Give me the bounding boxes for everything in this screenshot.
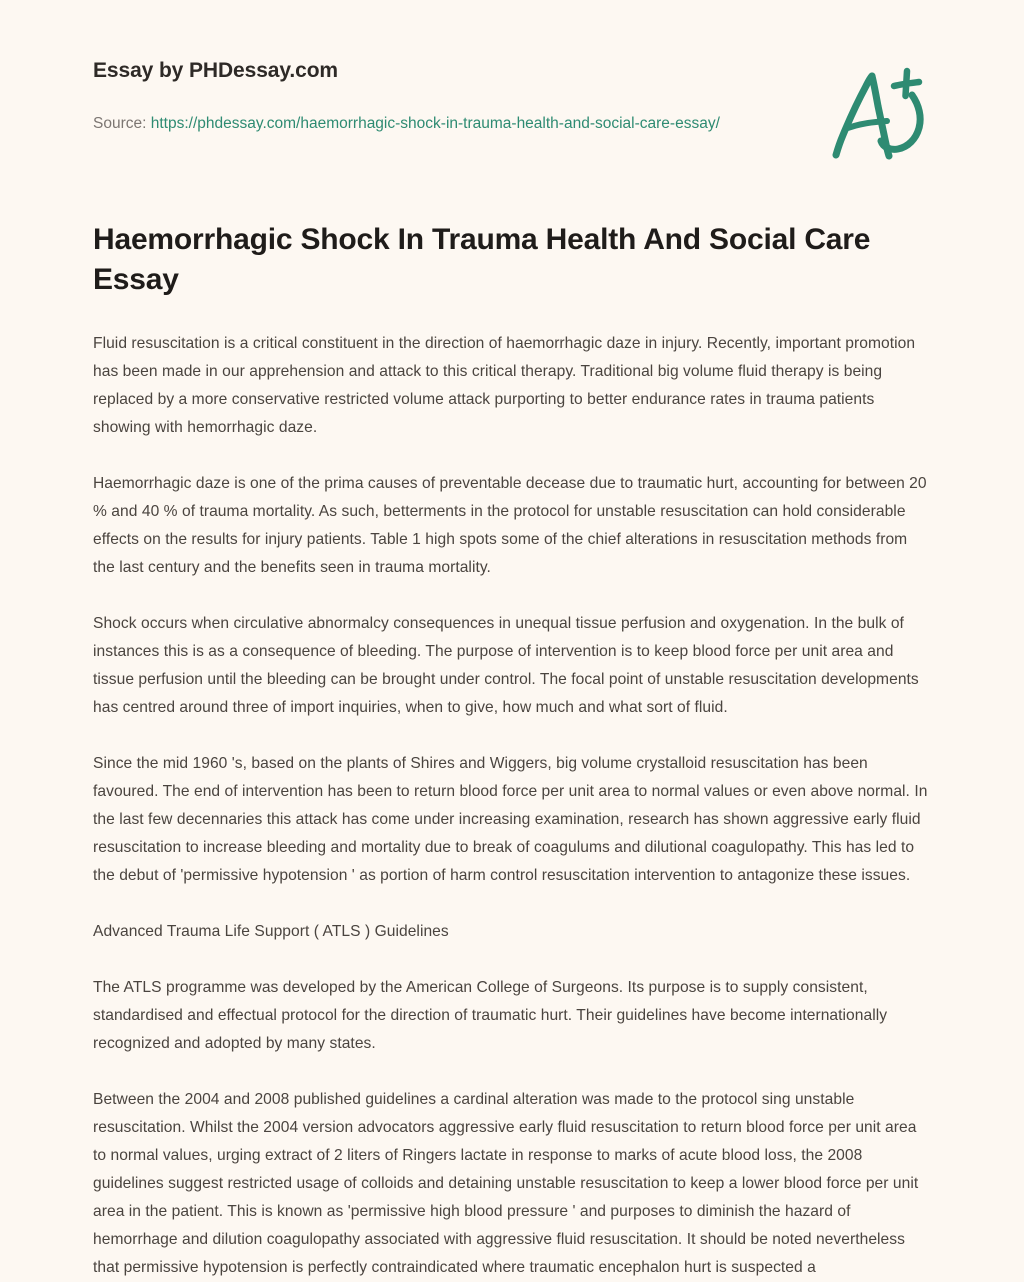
section-heading-atls: Advanced Trauma Life Support ( ATLS ) Guidelines xyxy=(93,923,449,940)
paragraph: Haemorrhagic daze is one of the prima causes of preventable decease due to traumatic hurt, accounting for between 20 % and 40 % of trauma mortality. As such, betterments in the protocol for unstable resuscitation can hold considerable effects on the results for injury patients. Table 1 high spots some of the chief alterations in resuscitation methods from the last century and the benefits seen in trauma mortality. xyxy=(93,475,927,576)
paragraph: Between the 2004 and 2008 published guidelines a cardinal alteration was made to the protocol sing unstable resuscitation. Whilst the 2004 version advocators aggressive early fluid resuscitation to return blood force per unit area to normal values, urging extract of 2 liters of Ringers lactate in response to marks of acute blood loss, the 2008 guidelines suggest restricted usage of colloids and detaining unstable resuscitation to keep a lower blood force per unit area in the patient. This is known as 'permissive high blood pressure ' and purposes to diminish the hazard of hemorrhage and dilution coagulopathy associated with aggressive fluid resuscitation. It should be noted nevertheless that permissive hypotension is perfectly contraindicated where traumatic encephalon hurt is suspected a xyxy=(93,1091,919,1276)
brand-title: Essay by PHDessay.com xyxy=(93,59,338,82)
paragraph: Fluid resuscitation is a critical constituent in the direction of haemorrhagic daze in injury. Recently, important promotion has been made in our apprehension and attack to this critical therapy. Traditional big volume fluid therapy is being replaced by a more conservative restricted volume attack purporting to better endurance rates in trauma patients showing with hemorrhagic daze. xyxy=(93,335,916,436)
article-body xyxy=(93,330,931,1282)
paragraph: The ATLS programme was developed by the American College of Surgeons. Its purpose is to supply consistent, standardised and effectual protocol for the direction of traumatic hurt. Their guidelines have become internationally recognized and adopted by many states. xyxy=(93,979,888,1052)
source-label: Source: xyxy=(93,115,147,133)
paragraph: Since the mid 1960 's, based on the plants of Shires and Wiggers, big volume crystalloid resuscitation has been favoured. The end of intervention has been to return blood force per unit area to normal values or even above normal. In the last few decennaries this attack has come under increasing examination, research has shown aggressive early fluid resuscitation to increase bleeding and mortality due to break of coagulums and dilutional coagulopathy. This has led to the debut of 'permissive hypotension ' as portion of harm control resuscitation intervention to antagonize these issues. xyxy=(93,755,928,884)
aplus-logo-icon xyxy=(826,62,946,167)
paragraph: Shock occurs when circulative abnormalcy consequences in unequal tissue perfusion and oxygenation. In the bulk of instances this is as a consequence of bleeding. The purpose of intervention is to keep blood force per unit area and tissue perfusion until the bleeding can be brought under control. The focal point of unstable resuscitation developments has centred around three of import inquiries, when to give, how much and what sort of fluid. xyxy=(93,615,919,716)
page-header xyxy=(0,0,1024,200)
source-line xyxy=(93,110,753,138)
page-title: Haemorrhagic Shock In Trauma Health And Social Care Essay xyxy=(93,223,871,296)
source-url-link[interactable]: https://phdessay.com/haemorrhagic-shock-in-trauma-health-and-social-care-essay/ xyxy=(150,115,720,133)
article xyxy=(0,220,1024,1282)
